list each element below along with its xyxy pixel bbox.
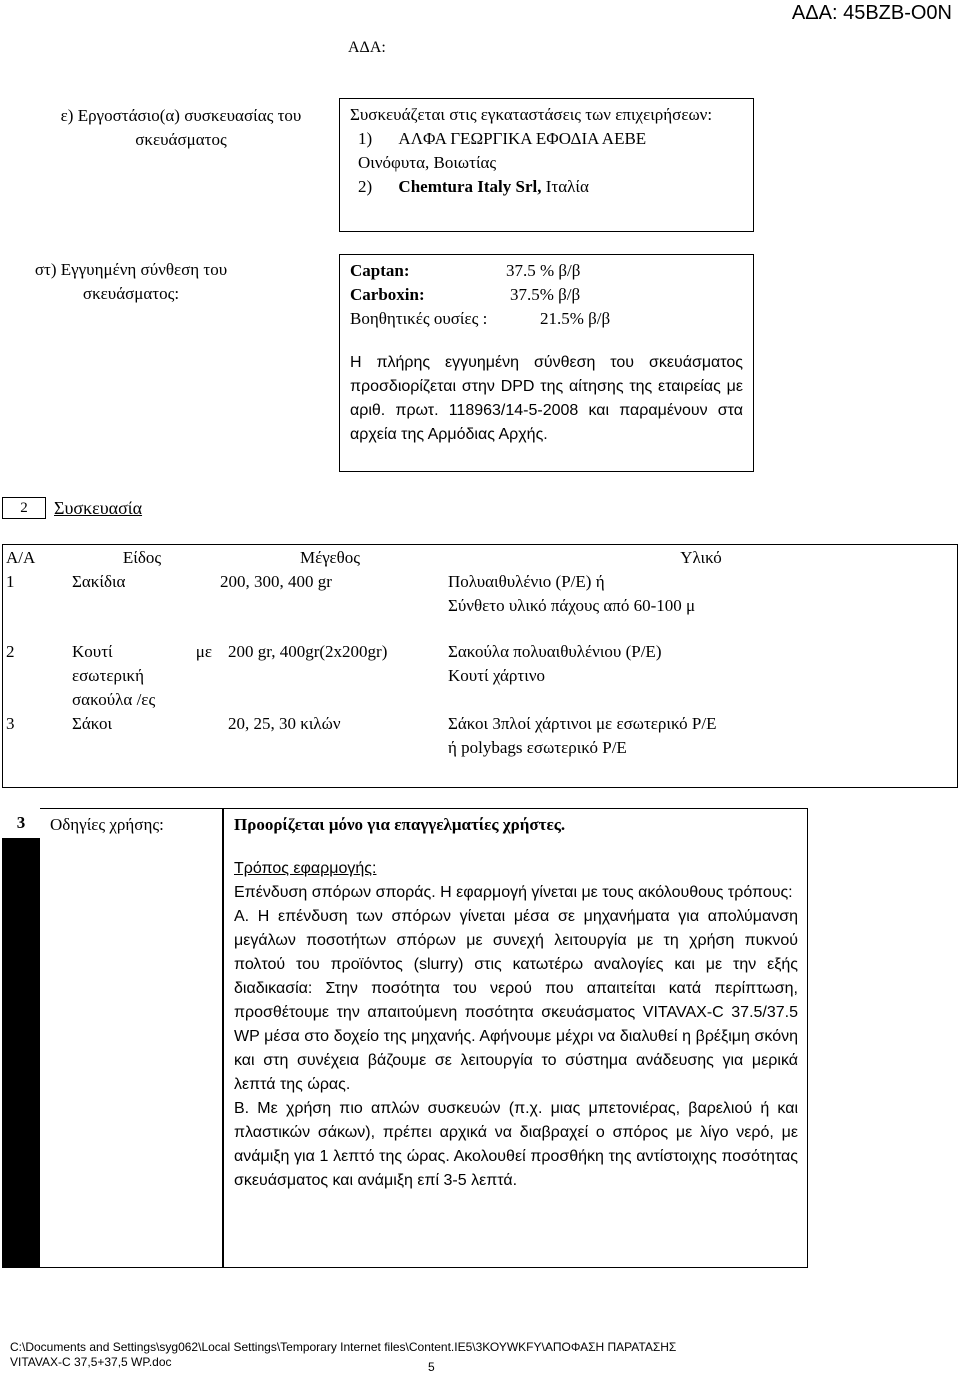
page-number: 5 bbox=[428, 1360, 435, 1374]
section-3-divider bbox=[222, 808, 224, 1268]
section-st-label: στ) Εγγυημένη σύνθεση του σκευάσματος: bbox=[34, 260, 228, 303]
row2-aa: 2 bbox=[6, 642, 15, 661]
item1-location: Οινόφυτα, Βοιωτίας bbox=[358, 153, 497, 172]
section-3-number: 3 bbox=[2, 808, 40, 838]
row3-aa: 3 bbox=[6, 714, 15, 733]
item2-num: 2) bbox=[358, 177, 373, 196]
row2-kind-b: με bbox=[195, 642, 212, 661]
footer bbox=[10, 1340, 676, 1370]
row1-kind: Σακίδια bbox=[72, 572, 126, 591]
row2-kind-1 bbox=[72, 640, 212, 664]
row1-aa: 1 bbox=[6, 572, 15, 591]
carboxin-label: Carboxin: bbox=[350, 285, 425, 304]
table-header-row bbox=[2, 544, 958, 570]
table-row bbox=[2, 712, 958, 760]
row3-material-2: ή polybags εσωτερικό P/E bbox=[448, 738, 627, 757]
row2-size: 200 gr, 400gr(2x200gr) bbox=[228, 642, 388, 661]
item1-num: 1) bbox=[358, 129, 373, 148]
section-2-number: 2 bbox=[2, 497, 46, 519]
section-e-intro: Συσκευάζεται στις εγκαταστάσεις των επιχειρήσεων: bbox=[350, 105, 713, 124]
carboxin-line bbox=[350, 283, 743, 307]
row2-kind-2: εσωτερική bbox=[72, 666, 144, 685]
professional-use: Προορίζεται μόνο για επαγγελματίες χρήστες. bbox=[234, 815, 566, 834]
section-e-item2 bbox=[350, 175, 743, 199]
carboxin-value: 37.5% β/β bbox=[510, 285, 581, 304]
captan-label: Captan: bbox=[350, 261, 410, 280]
method-intro: Επένδυση σπόρων σποράς. Η εφαρμογή γίνεται με τους ακόλουθους τρόπους: bbox=[234, 884, 793, 901]
row2-material bbox=[444, 618, 958, 712]
table-row bbox=[2, 618, 958, 712]
row3-material-1: Σάκοι 3πλοί χάρτινοι με εσωτερικό P/E bbox=[448, 714, 717, 733]
captan-value: 37.5 % β/β bbox=[506, 261, 581, 280]
header-material: Υλικό bbox=[680, 548, 722, 567]
row2-kind-3: σακούλα /ες bbox=[72, 690, 156, 709]
section-e-label: ε) Εργοστάσιο(α) συσκευασίας του σκευάσματος bbox=[60, 106, 302, 149]
captan-line bbox=[350, 259, 743, 283]
row1-material-2: Σύνθετο υλικό πάχους από 60-100 μ bbox=[448, 596, 696, 615]
header-aa: Α/Α bbox=[6, 548, 36, 567]
method-a: Α. Η επένδυση των σπόρων γίνεται μέσα σε μηχανήματα για απολύμανση μεγάλων ποσοτήτων σπόρων με συνεχή λειτουργία με τη χρήση πυκνού πολτού του προϊόντος (slurry) στις κατωτέρω αναλογίες και με την εξής διαδικασία: Στην ποσότητα του νερού που απαιτείται κατά περίπτωση, προσθέτουμε την απαιτούμενη ποσότητα σκευάσματος VITAVAX-C 37.5/37.5 WP μέσα στο δοχείο της μηχανής. Αφήνουμε μέχρι να διαλυθεί η βρέξιμη σκόνη και στη συνέχεια βάζουμε σε λειτουργία το σύστημα ανάδευσης για μερικά λεπτά της ώρας. bbox=[234, 908, 798, 1093]
section-2-title: Συσκευασία bbox=[54, 498, 143, 518]
row1-material-1: Πολυαιθυλένιο (P/E) ή bbox=[448, 572, 605, 591]
row2-kind bbox=[68, 618, 216, 712]
aux-label: Βοηθητικές ουσίες : bbox=[350, 309, 488, 328]
method-title: Τρόπος εφαρμογής: bbox=[234, 860, 377, 877]
row2-kind-a: Κουτί bbox=[72, 642, 113, 661]
ada-label: ΑΔΑ: bbox=[348, 39, 386, 56]
section-e-box bbox=[339, 98, 754, 232]
method-b: Β. Με χρήση πιο απλών συσκευών (π.χ. μιας μπετονιέρας, βαρελιού ή και πλαστικών σάκων), πρέπει αρχικά να διαβραχεί ο σπόρος με λίγο νερό, με ανάμιξη για 1 λεπτό της ώρας. Ακολουθεί προσθήκη της αντίστοιχης ποσότητας σκευάσματος και ανάμιξη επί 3-5 λεπτά. bbox=[234, 1100, 798, 1189]
table-row bbox=[2, 570, 958, 618]
header-kind: Είδος bbox=[122, 548, 162, 567]
packaging-table bbox=[2, 544, 958, 760]
composition-note: Η πλήρης εγγυημένη σύνθεση του σκευάσματος προσδιορίζεται στην DPD της αίτησης της εταιρείας με αριθ. πρωτ. 118963/14-5-2008 και παραμένουν στα αρχεία της Αρμόδιας Αρχής. bbox=[350, 354, 743, 443]
item2-name: Chemtura Italy Srl, bbox=[398, 177, 542, 196]
header-size: Μέγεθος bbox=[300, 548, 360, 567]
row1-material bbox=[444, 570, 958, 618]
row3-material bbox=[444, 712, 958, 760]
section-3-label: Οδηγίες χρήσης: bbox=[50, 815, 164, 834]
row1-size: 200, 300, 400 gr bbox=[220, 572, 332, 591]
ada-code: ΑΔΑ: 45ΒΖΒ-Ο0Ν bbox=[791, 2, 952, 24]
item1-name: ΑΛΦΑ ΓΕΩΡΓΙΚΑ ΕΦΟΔΙΑ ΑΕΒΕ bbox=[398, 129, 647, 148]
row2-material-1: Σακούλα πολυαιθυλένιου (P/E) bbox=[448, 642, 662, 661]
row3-kind: Σάκοι bbox=[72, 714, 113, 733]
section-3-content bbox=[234, 813, 798, 1193]
footer-filename: VITAVAX-C 37,5+37,5 WP.doc bbox=[10, 1355, 172, 1369]
section-st-box bbox=[339, 254, 754, 472]
row3-size: 20, 25, 30 κιλών bbox=[228, 714, 341, 733]
section-e-item1 bbox=[350, 127, 743, 151]
aux-line bbox=[350, 307, 743, 331]
row2-material-2: Κουτί χάρτινο bbox=[448, 666, 546, 685]
aux-value: 21.5% β/β bbox=[540, 309, 611, 328]
item2-country: Ιταλία bbox=[545, 177, 589, 196]
footer-path: C:\Documents and Settings\syg062\Local Settings\Temporary Internet files\Content.IE5\3ΚΟΥWKFY\ΑΠΟΦΑΣΗ ΠΑΡΑΤΑΣΗΣ bbox=[10, 1340, 677, 1354]
